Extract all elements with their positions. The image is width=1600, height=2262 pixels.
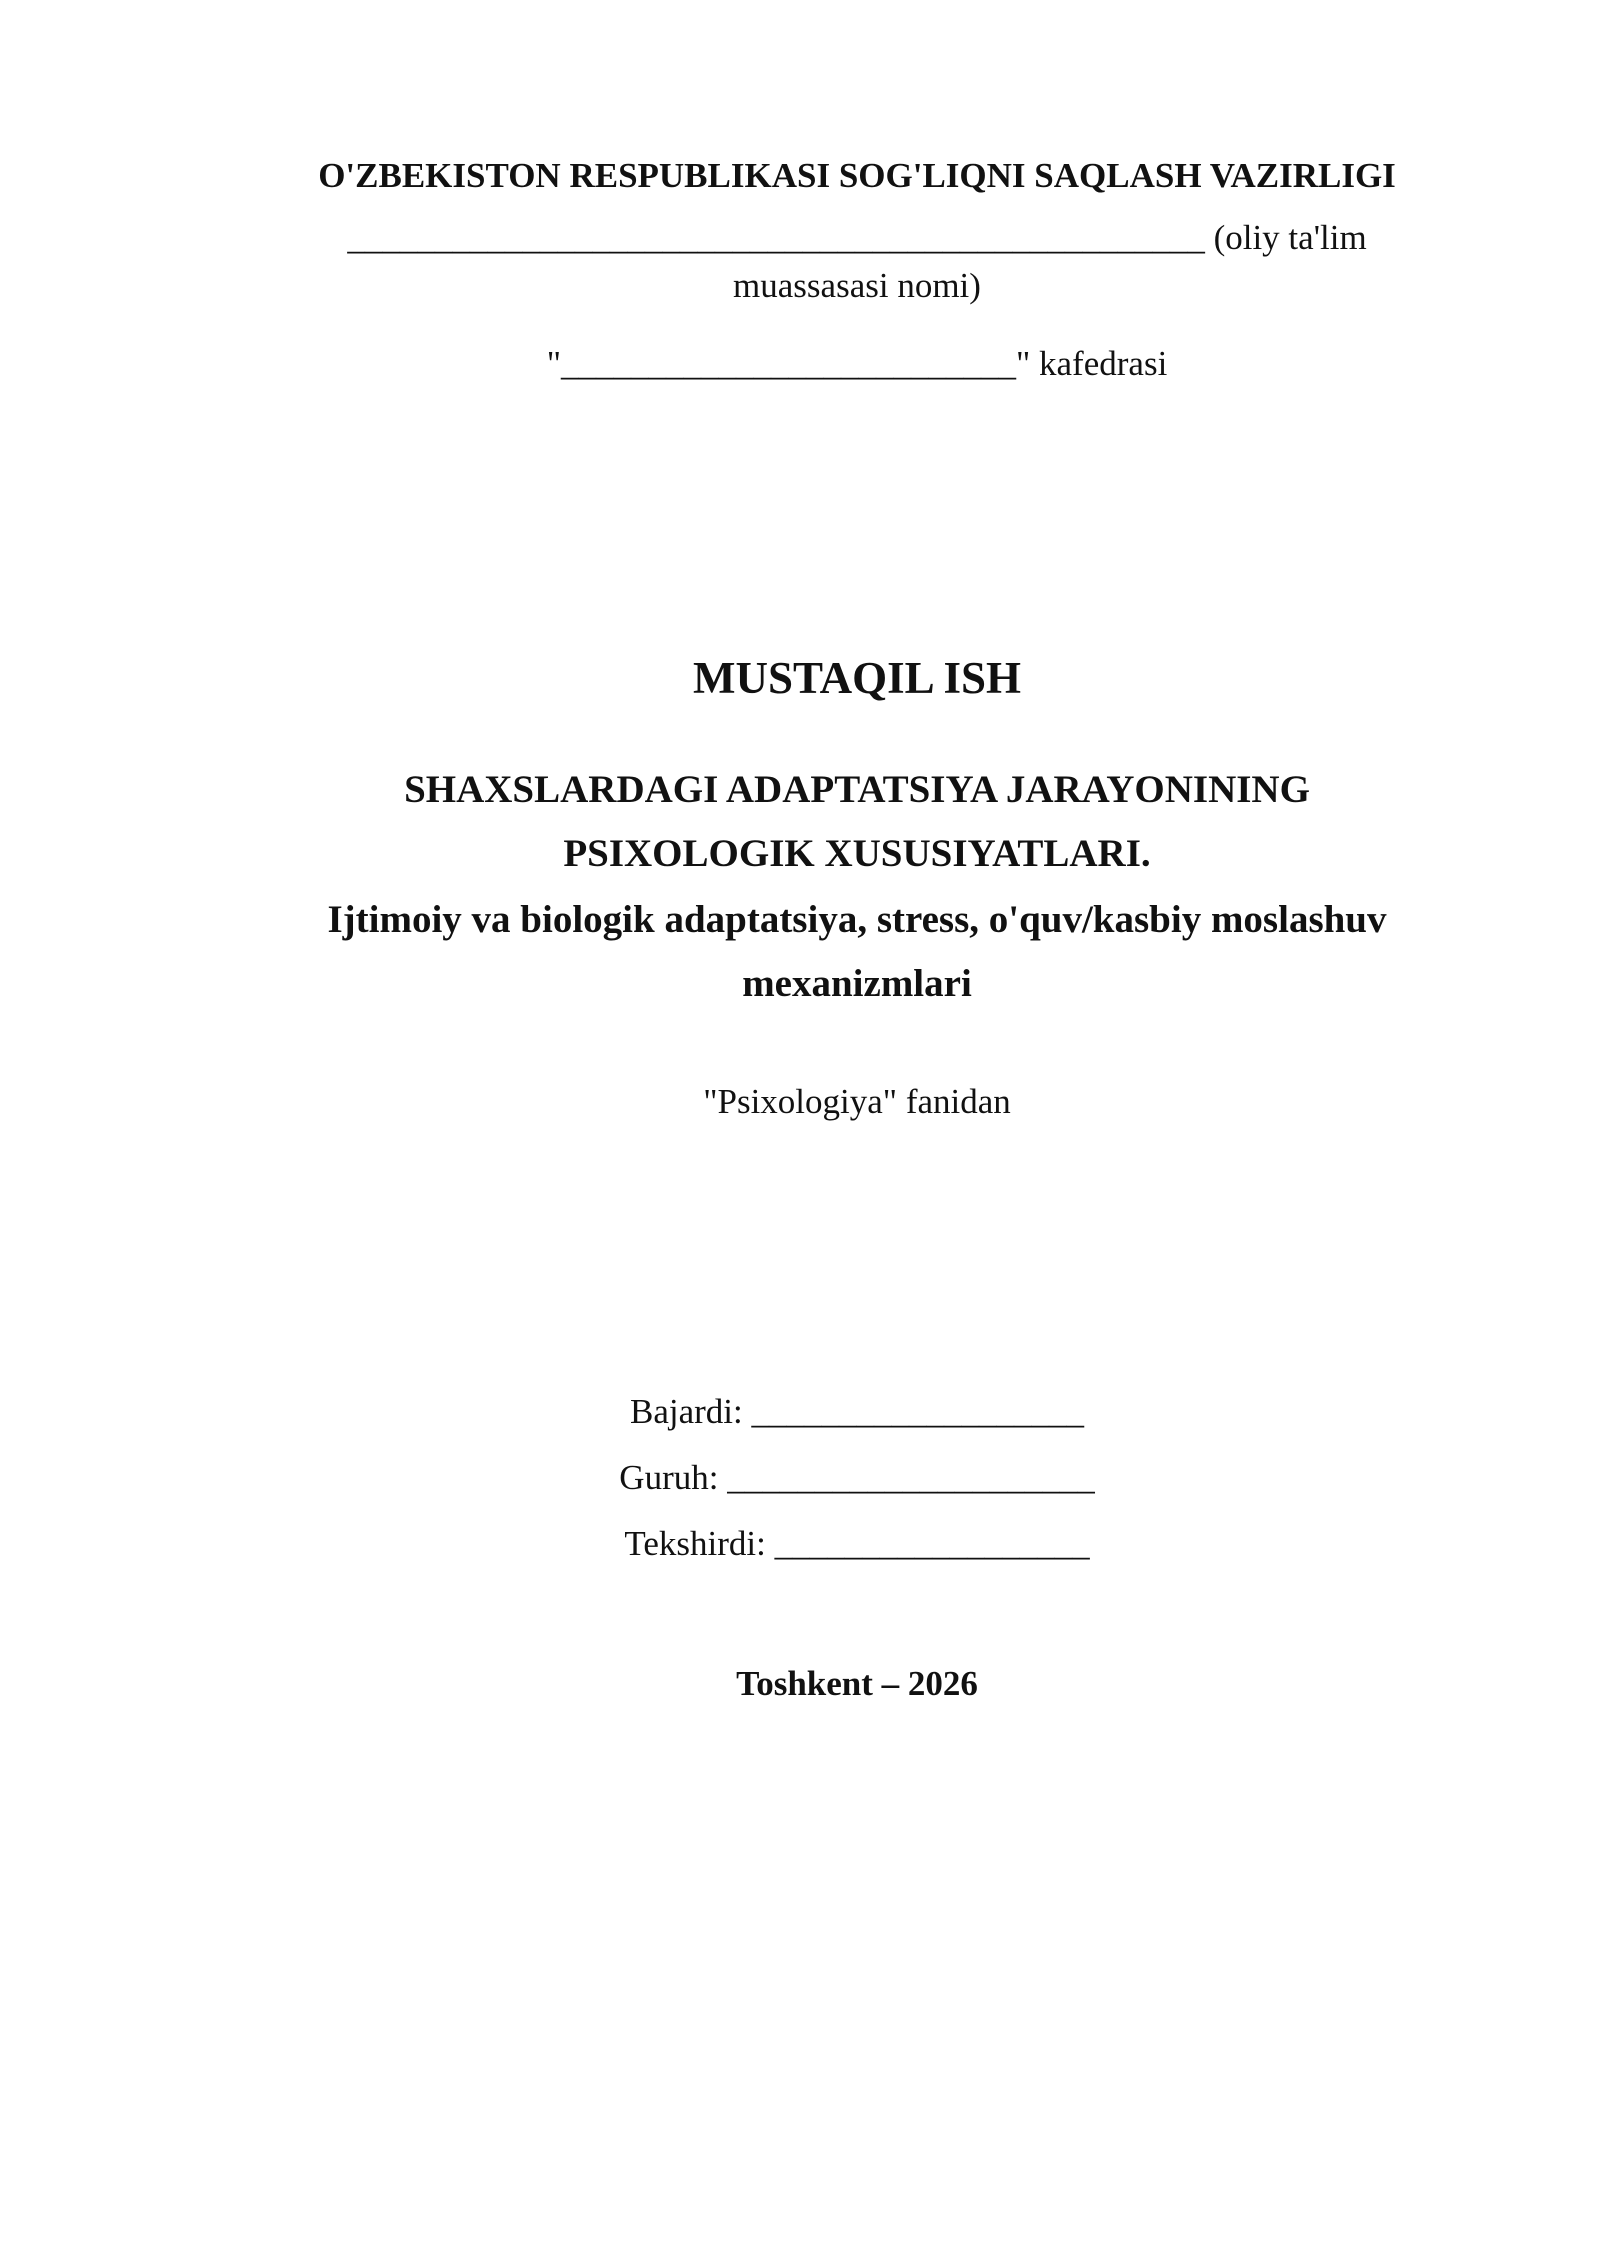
document-title-line-1: SHAXSLARDAGI ADAPTATSIYA JARAYONINING [404, 768, 1310, 811]
checked-by-line: Tekshirdi: __________________ [624, 1524, 1090, 1563]
document-title [262, 758, 1452, 886]
done-by-line: Bajardi: ___________________ [630, 1392, 1084, 1431]
city-year: Toshkent – 2026 [736, 1664, 978, 1703]
document-type-heading: MUSTAQIL ISH [692, 653, 1021, 703]
institution-name-line: _________________________________________________ (oliy ta'lim [347, 218, 1367, 257]
ministry-name: O'ZBEKISTON RESPUBLIKASI SOG'LIQNI SAQLASH VAZIRLIGI [318, 156, 1396, 195]
document-subtitle [262, 888, 1452, 1016]
group-line: Guruh: _____________________ [619, 1458, 1095, 1497]
document-subtitle-line-1: Ijtimoiy va biologik adaptatsiya, stress, o'quv/kasbiy moslashuv [327, 898, 1387, 941]
institution-name-caption: muassasasi nomi) [733, 266, 981, 305]
document-subtitle-line-2: mexanizmlari [742, 962, 972, 1005]
subject-line: "Psixologiya" fanidan [703, 1082, 1011, 1121]
document-title-line-2: PSIXOLOGIK XUSUSIYATLARI. [563, 832, 1151, 875]
department-name-line: "__________________________" kafedrasi [546, 344, 1168, 383]
